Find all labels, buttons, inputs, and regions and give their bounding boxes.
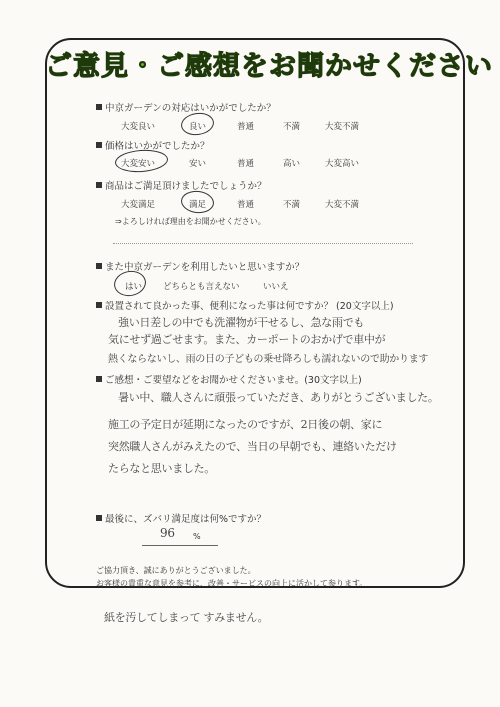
bullet-square-icon: [96, 302, 102, 308]
q1-option-4: 不満: [283, 122, 301, 132]
q2-option-1: 大変安い: [121, 159, 156, 169]
question-1-label: 中京ガーデンの対応はいかがでしたか？: [105, 103, 276, 114]
survey-form-frame: [45, 38, 493, 588]
q3-option-1: 大変満足: [121, 200, 156, 210]
q2-option-3: 普通: [237, 159, 255, 169]
question-7: [96, 511, 266, 525]
question-6-label: ご感想・ご要望などをお聞かせくださいませ。(30文字以上): [105, 375, 362, 386]
satisfaction-value: 96: [160, 526, 175, 540]
q2-option-4: 高い: [283, 159, 301, 169]
q5-answer-line-1: 強い日差しの中でも洗濯物が干せるし、急な雨でも: [118, 316, 365, 329]
q1-option-2: 良い: [189, 122, 207, 132]
q4-option-3: いいえ: [263, 282, 289, 292]
question-3-label: 商品はご満足頂けましたでしょうか？: [105, 181, 267, 192]
form-title: ご意見・ご感想をお聞かせください: [45, 51, 493, 82]
q1-option-5: 大変不満: [325, 122, 360, 132]
q2-option-2: 安い: [189, 159, 207, 169]
question-6: [96, 372, 362, 386]
q1-option-3: 普通: [237, 122, 255, 132]
bullet-square-icon: [96, 376, 102, 382]
q4-option-1: はい: [125, 282, 143, 292]
bullet-square-icon: [96, 182, 102, 188]
bullet-square-icon: [96, 104, 102, 110]
question-2-label: 価格はいかがでしたか？: [105, 141, 210, 152]
q6-answer-line-3: 突然職人さんがみえたので、当日の早朝でも、連絡いただけ: [108, 440, 397, 453]
q4-option-2: どちらとも言えない: [163, 282, 240, 292]
q3-option-5: 大変不満: [325, 200, 360, 210]
question-3: [96, 178, 267, 192]
q6-answer-line-2: 施工の予定日が延期になったのですが、2日後の朝、家に: [108, 418, 383, 431]
bullet-square-icon: [96, 142, 102, 148]
q5-answer-line-3: 熱くならないし、雨の日の子どもの乗せ降ろしも濡れないので助かります: [108, 354, 429, 365]
q1-option-1: 大変良い: [121, 122, 156, 132]
question-5-label: 設置されて良かった事、便利になった事は何ですか？ (20文字以上): [105, 301, 394, 312]
footer-line-1: ご協力頂き、誠にありがとうございました。: [96, 566, 256, 575]
question-1: [96, 100, 276, 114]
footer-line-2: お客様の貴重な意見を参考に、改善・サービスの向上に活かして参ります。: [96, 579, 368, 588]
q2-option-5: 大変高い: [325, 159, 360, 169]
bullet-square-icon: [96, 515, 102, 521]
q6-answer-line-4: たらなと思いました。: [108, 462, 215, 475]
q3-reason-prompt: ⇒よろしければ理由をお聞かせください。: [115, 217, 266, 226]
question-4-label: また中京ガーデンを利用したいと思いますか？: [105, 262, 305, 273]
satisfaction-underline: [142, 545, 218, 546]
bottom-handwritten-note: 紙を汚してしまって すみません。: [104, 611, 269, 624]
q6-answer-line-1: 暑い中、職人さんに頑張っていただき、ありがとうございました。: [118, 391, 439, 404]
q3-option-3: 普通: [237, 200, 255, 210]
bullet-square-icon: [96, 263, 102, 269]
q3-reason-line: [113, 243, 413, 244]
q3-option-2: 満足: [189, 200, 207, 210]
q3-option-4: 不満: [283, 200, 301, 210]
q5-answer-line-2: 気にせず過ごせます。また、カーポートのおかげで車中が: [108, 333, 386, 346]
satisfaction-unit: %: [193, 532, 201, 541]
question-7-label: 最後に、ズバリ満足度は何%ですか？: [105, 514, 267, 525]
question-5: [96, 298, 394, 312]
